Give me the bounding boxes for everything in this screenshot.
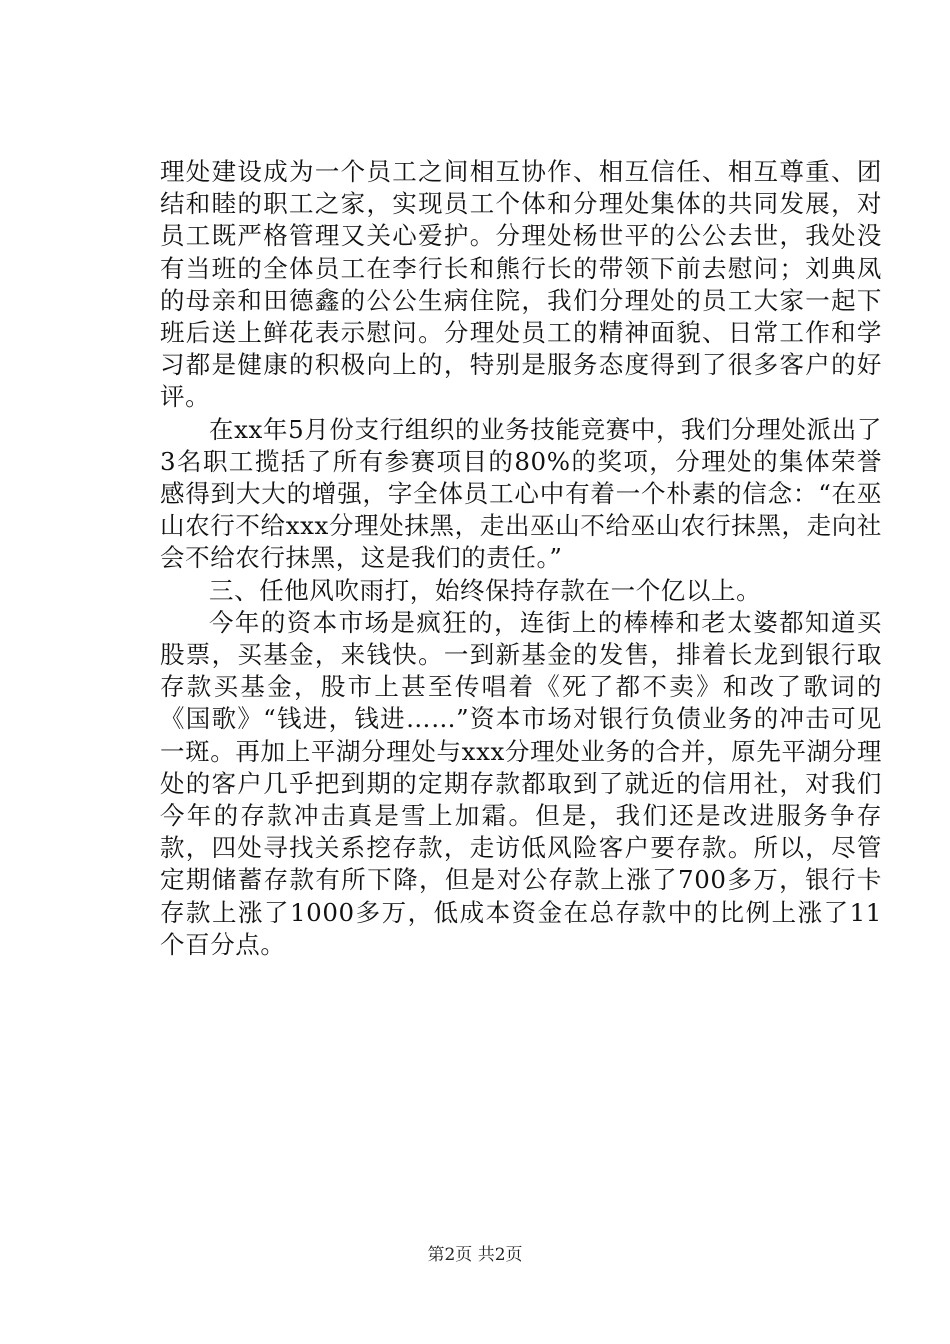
paragraph-2: 在xx年5月份支行组织的业务技能竞赛中，我们分理处派出了3名职工揽括了所有参赛项目的80%的奖项，分理处的集体荣誉感得到大大的增强，字全体员工心中有着一个朴素的信念：“在巫山农行不给xxx分理处抹黑，走出巫山不给巫山农行抹黑，走向社会不给农行抹黑，这是我们的责任。” (160, 414, 882, 573)
paragraph-4: 今年的资本市场是疯狂的，连街上的棒棒和老太婆都知道买股票，买基金，来钱快。一到新基金的发售，排着长龙到银行取存款买基金，股市上甚至传唱着《死了都不卖》和改了歌词的《国歌》“钱进，钱进……”资本市场对银行负债业务的冲击可见一斑。再加上平湖分理处与xxx分理处业务的合并，原先平湖分理处的客户几乎把到期的定期存款都取到了就近的信用社，对我们今年的存款冲击真是雪上加霜。但是，我们还是改进服务争存款，四处寻找关系挖存款，走访低风险客户要存款。所以，尽管定期储蓄存款有所下降，但是对公存款上涨了700多万，银行卡存款上涨了1000多万，低成本资金在总存款中的比例上涨了11个百分点。 (160, 607, 882, 959)
section-heading-3: 三、任他风吹雨打，始终保持存款在一个亿以上。 (209, 575, 762, 605)
paragraph-1: 理处建设成为一个员工之间相互协作、相互信任、相互尊重、团结和睦的职工之家，实现员工个体和分理处集体的共同发展，对员工既严格管理又关心爱护。分理处杨世平的公公去世，我处没有当班的全体员工在李行长和熊行长的带领下前去慰问；刘典凤的母亲和田德鑫的公公生病住院，我们分理处的员工大家一起下班后送上鲜花表示慰问。分理处员工的精神面貌、日常工作和学习都是健康的积极向上的，特别是服务态度得到了很多客户的好评。 (160, 157, 882, 412)
document-body (160, 156, 882, 961)
page-footer: 第2页 共2页 (427, 1245, 523, 1265)
